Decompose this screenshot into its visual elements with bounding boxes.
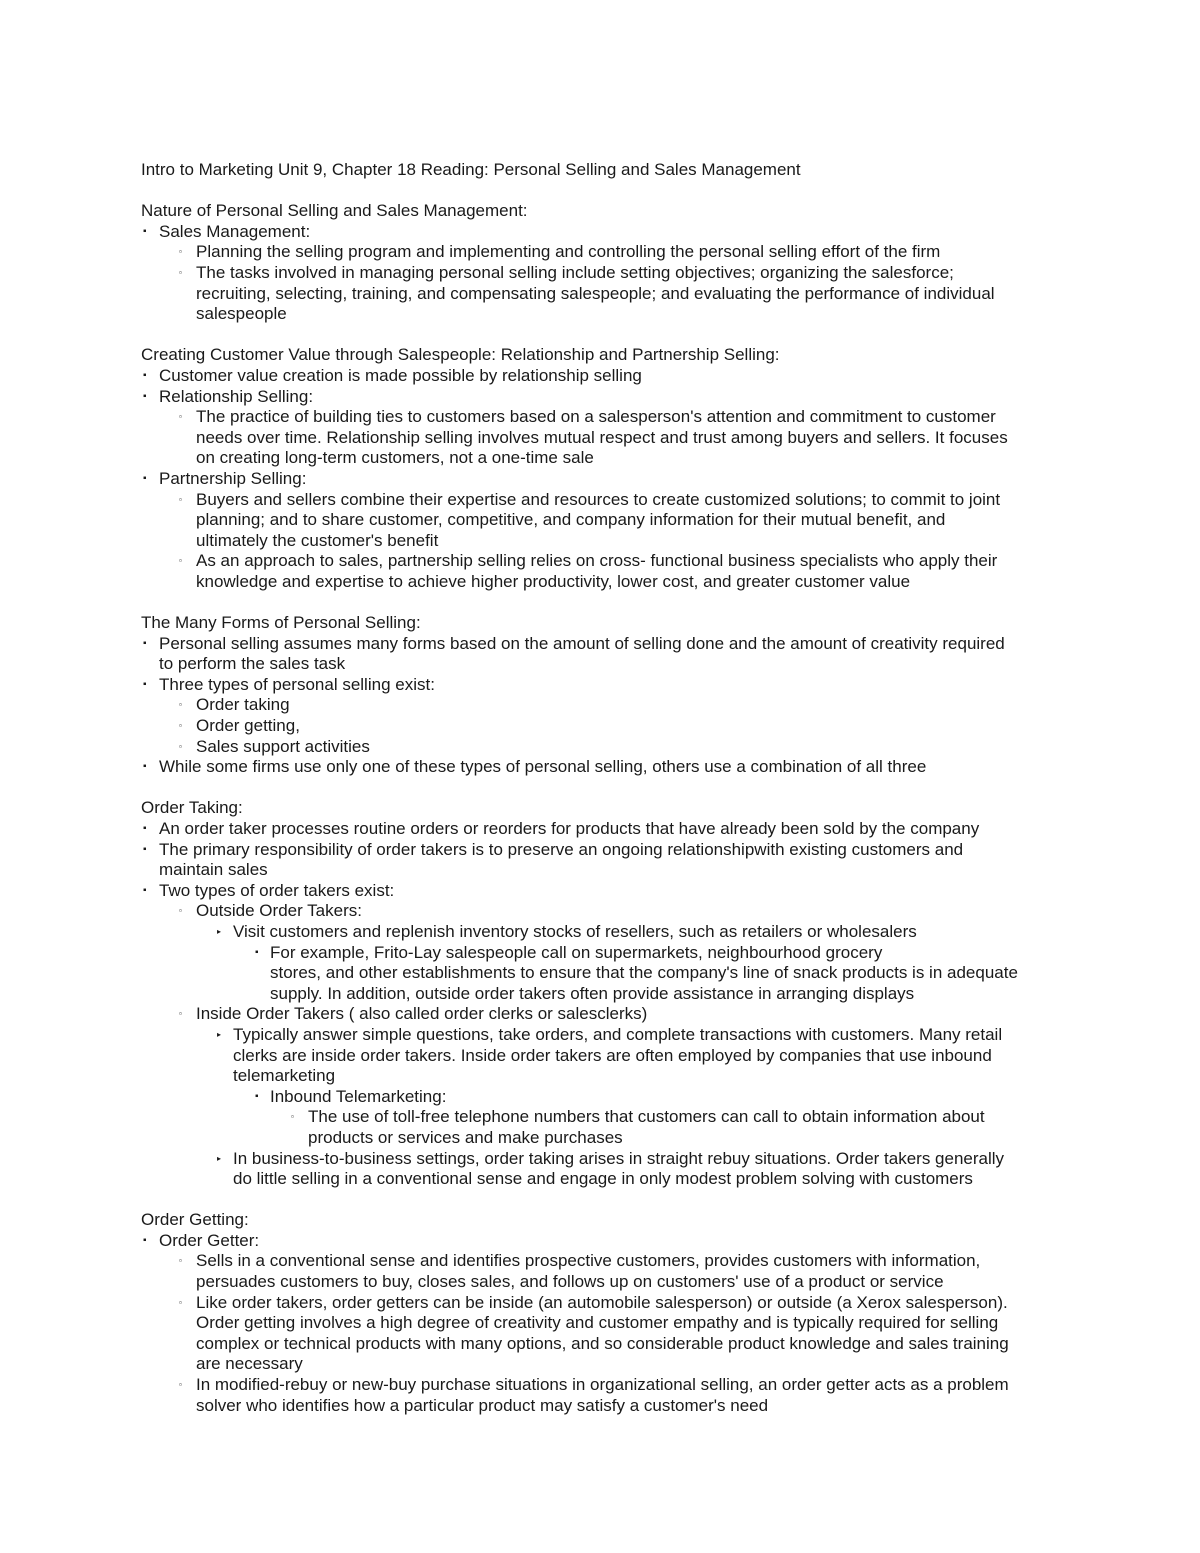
- bullet-icon: ▪: [143, 369, 147, 381]
- section-spacer: [141, 1190, 1081, 1211]
- list-item: [141, 901, 1081, 922]
- list-item-text: are necessary: [196, 1354, 303, 1374]
- list-item-text: Planning the selling program and implementing and controlling the personal selling effort of the firm: [196, 242, 941, 262]
- list-item: [141, 1087, 1081, 1108]
- list-item: [141, 1251, 1081, 1272]
- list-item-continuation: [141, 284, 1081, 305]
- bullet-icon: ▫: [179, 556, 182, 566]
- list-item-text: While some firms use only one of these types of personal selling, others use a combination of all three: [159, 757, 927, 777]
- bullet-icon: ▪: [143, 761, 147, 773]
- bullet-icon: ▫: [291, 1112, 294, 1122]
- list-item-continuation: [141, 654, 1081, 675]
- list-item-text: As an approach to sales, partnership selling relies on cross- functional business specialists who apply their: [196, 551, 998, 571]
- list-item-text: on creating long-term customers, not a one-time sale: [196, 448, 594, 468]
- list-item-text: Order getting involves a high degree of creativity and customer empathy and is typically required for selling: [196, 1313, 999, 1333]
- section-heading: Creating Customer Value through Salespeople: Relationship and Partnership Selling:: [141, 345, 780, 365]
- list-item-text: salespeople: [196, 304, 287, 324]
- section-heading: Order Taking:: [141, 798, 243, 818]
- list-item-continuation: [141, 963, 1081, 984]
- bullet-icon: ▫: [179, 1297, 182, 1307]
- list-item: [141, 634, 1081, 655]
- list-item-text: An order taker processes routine orders or reorders for products that have already been sold by the company: [159, 819, 980, 838]
- bullet-icon: ▸: [217, 926, 222, 936]
- list-item-continuation: [141, 1396, 1081, 1417]
- list-item-continuation: [141, 510, 1081, 531]
- list-item: [141, 490, 1081, 511]
- list-item-text: Buyers and sellers combine their expertise and resources to create customized solutions; to commit to joint: [196, 489, 1001, 509]
- bullet-icon: ▪: [143, 390, 147, 402]
- list-item-text: Customer value creation is made possible by relationship selling: [159, 365, 642, 385]
- list-item-text: products or services and make purchases: [308, 1127, 623, 1147]
- list-item-text: telemarketing: [233, 1066, 336, 1086]
- list-item: [141, 222, 1081, 243]
- list-item-text: In business-to-business settings, order taking arises in straight rebuy situations. Order takers generally: [233, 1148, 1005, 1168]
- bullet-icon: ▫: [179, 700, 182, 710]
- bullet-icon: ▪: [143, 823, 147, 834]
- list-item-text: Order Getter:: [159, 1230, 260, 1250]
- bullet-icon: ▫: [179, 741, 182, 751]
- list-item-text: The tasks involved in managing personal selling include setting objectives; organizing the salesforce;: [196, 262, 954, 282]
- list-item: [141, 716, 1081, 737]
- list-item-continuation: [141, 1354, 1081, 1375]
- list-item-text: needs over time. Relationship selling involves mutual respect and trust among buyers and sellers. It focuses: [196, 427, 1008, 447]
- list-item-text: Sells in a conventional sense and identifies prospective customers, provides customers with information,: [196, 1251, 981, 1271]
- list-item-text: Partnership Selling:: [159, 468, 307, 488]
- list-item: [141, 263, 1081, 284]
- list-item-continuation: [141, 1169, 1081, 1190]
- section-spacer: [141, 778, 1081, 799]
- list-item-text: planning; and to share customer, competitive, and company information for their mutual benefit, and: [196, 510, 946, 530]
- bullet-icon: ▫: [179, 494, 182, 504]
- bullet-icon: ▪: [143, 225, 147, 237]
- section-spacer: [141, 181, 1081, 202]
- bullet-icon: ▸: [217, 1153, 222, 1163]
- list-item-text: Sales Management:: [159, 221, 311, 241]
- bullet-icon: ▫: [179, 1256, 182, 1266]
- list-item-text: Like order takers, order getters can be inside (an automobile salesperson) or outside (a Xerox salesperson).: [196, 1292, 1008, 1312]
- list-item-text: Two types of order takers exist:: [159, 880, 395, 900]
- list-item-continuation: [141, 428, 1081, 449]
- bullet-icon: ▪: [255, 946, 259, 958]
- section-spacer: [141, 592, 1081, 613]
- list-item-continuation: [141, 1313, 1081, 1334]
- bullet-icon: ▫: [179, 267, 182, 277]
- list-item-text: supply. In addition, outside order takers often provide assistance in arranging displays: [270, 983, 915, 1003]
- list-item: [141, 1375, 1081, 1396]
- document-body: [141, 181, 1081, 1417]
- bullet-icon: ▪: [143, 843, 147, 855]
- bullet-icon: ▸: [217, 1029, 222, 1039]
- list-item: [141, 551, 1081, 572]
- list-item: [141, 1004, 1081, 1025]
- list-item-continuation: [141, 1272, 1081, 1293]
- list-item: [141, 675, 1081, 696]
- list-item-text: Visit customers and replenish inventory stocks of resellers, such as retailers or wholesalers: [233, 921, 917, 941]
- document-title: Intro to Marketing Unit 9, Chapter 18 Reading: Personal Selling and Sales Management: [141, 160, 801, 179]
- list-item-text: do little selling in a conventional sense and engage in only modest problem solving with customers: [233, 1169, 973, 1189]
- bullet-icon: ▫: [179, 247, 182, 257]
- list-item-text: Order taking: [196, 695, 290, 715]
- section-spacer: [141, 325, 1081, 346]
- bullet-icon: ▪: [143, 637, 147, 649]
- list-item: [141, 1293, 1081, 1314]
- list-item: [141, 840, 1081, 861]
- bullet-icon: ▪: [255, 1090, 259, 1102]
- list-item-text: solver who identifies how a particular product may satisfy a customer's need: [196, 1395, 769, 1415]
- list-item-continuation: [141, 304, 1081, 325]
- list-item: [141, 387, 1081, 408]
- bullet-icon: ▫: [179, 412, 182, 422]
- bullet-icon: ▫: [179, 906, 182, 916]
- bullet-icon: ▪: [143, 884, 147, 896]
- list-item: [141, 922, 1081, 943]
- list-item-text: clerks are inside order takers. Inside order takers are often employed by companies that use inbound: [233, 1045, 992, 1065]
- list-item-text: The use of toll-free telephone numbers that customers can call to obtain information about: [308, 1107, 985, 1127]
- list-item: [141, 407, 1081, 428]
- list-item-text: Sales support activities: [196, 736, 370, 756]
- bullet-icon: ▫: [179, 721, 182, 731]
- bullet-icon: ▫: [179, 1380, 182, 1390]
- list-item: [141, 1149, 1081, 1170]
- list-item-continuation: [141, 448, 1081, 469]
- document-page: [141, 160, 1081, 1416]
- list-item-text: Personal selling assumes many forms based on the amount of selling done and the amount of creativity required: [159, 633, 1005, 653]
- list-item-text: Inbound Telemarketing:: [270, 1086, 447, 1106]
- list-item: [141, 737, 1081, 758]
- list-item-continuation: [141, 1128, 1081, 1149]
- list-item: [141, 1025, 1081, 1046]
- list-item-text: knowledge and expertise to achieve higher productivity, lower cost, and greater customer value: [196, 571, 911, 591]
- list-item: [141, 881, 1081, 902]
- list-item-continuation: [141, 1066, 1081, 1087]
- list-item-text: The primary responsibility of order takers is to preserve an ongoing relationshipwith existing customers and: [159, 839, 964, 859]
- bullet-icon: ▫: [179, 1009, 182, 1019]
- list-item-continuation: [141, 1046, 1081, 1067]
- list-item: [141, 757, 1081, 778]
- list-item: [141, 469, 1081, 490]
- section-heading: The Many Forms of Personal Selling:: [141, 613, 421, 633]
- list-item: [141, 819, 1081, 840]
- list-item-continuation: [141, 984, 1081, 1005]
- list-item-text: Relationship Selling:: [159, 386, 314, 406]
- bullet-icon: ▪: [143, 678, 147, 690]
- list-item-text: persuades customers to buy, closes sales, and follows up on customers' use of a product or service: [196, 1272, 944, 1292]
- list-item-text: maintain sales: [159, 860, 268, 880]
- list-item-text: Order getting,: [196, 716, 300, 736]
- list-item-text: Inside Order Takers ( also called order clerks or salesclerks): [196, 1004, 648, 1024]
- list-item-text: recruiting, selecting, training, and compensating salespeople; and evaluating the performance of individual: [196, 283, 995, 303]
- section-heading: Order Getting:: [141, 1210, 249, 1230]
- list-item-text: to perform the sales task: [159, 654, 346, 674]
- list-item-text: Three types of personal selling exist:: [159, 674, 435, 694]
- bullet-icon: ▪: [143, 1234, 147, 1246]
- list-item: [141, 366, 1081, 387]
- list-item-continuation: [141, 572, 1081, 593]
- list-item-text: The practice of building ties to customers based on a salesperson's attention and commitment to customer: [196, 407, 996, 427]
- list-item-text: In modified-rebuy or new-buy purchase situations in organizational selling, an order getter acts as a problem: [196, 1375, 1009, 1395]
- list-item: [141, 1231, 1081, 1252]
- list-item: [141, 695, 1081, 716]
- list-item-text: complex or technical products with many options, and so considerable product knowledge and sales training: [196, 1333, 1009, 1353]
- list-item-continuation: [141, 531, 1081, 552]
- list-item-text: Outside Order Takers:: [196, 901, 362, 921]
- list-item-continuation: [141, 860, 1081, 881]
- list-item: [141, 242, 1081, 263]
- list-item: [141, 943, 1081, 964]
- bullet-icon: ▪: [143, 472, 147, 484]
- list-item: [141, 1107, 1081, 1128]
- list-item-text: For example, Frito-Lay salespeople call on supermarkets, neighbourhood grocery: [270, 942, 883, 962]
- list-item-text: ultimately the customer's benefit: [196, 530, 439, 550]
- list-item-text: stores, and other establishments to ensure that the company's line of snack products is in adequate: [270, 963, 1018, 983]
- list-item-text: Typically answer simple questions, take orders, and complete transactions with customers. Many retail: [233, 1024, 1003, 1044]
- list-item-continuation: [141, 1334, 1081, 1355]
- section-heading: Nature of Personal Selling and Sales Management:: [141, 201, 528, 221]
